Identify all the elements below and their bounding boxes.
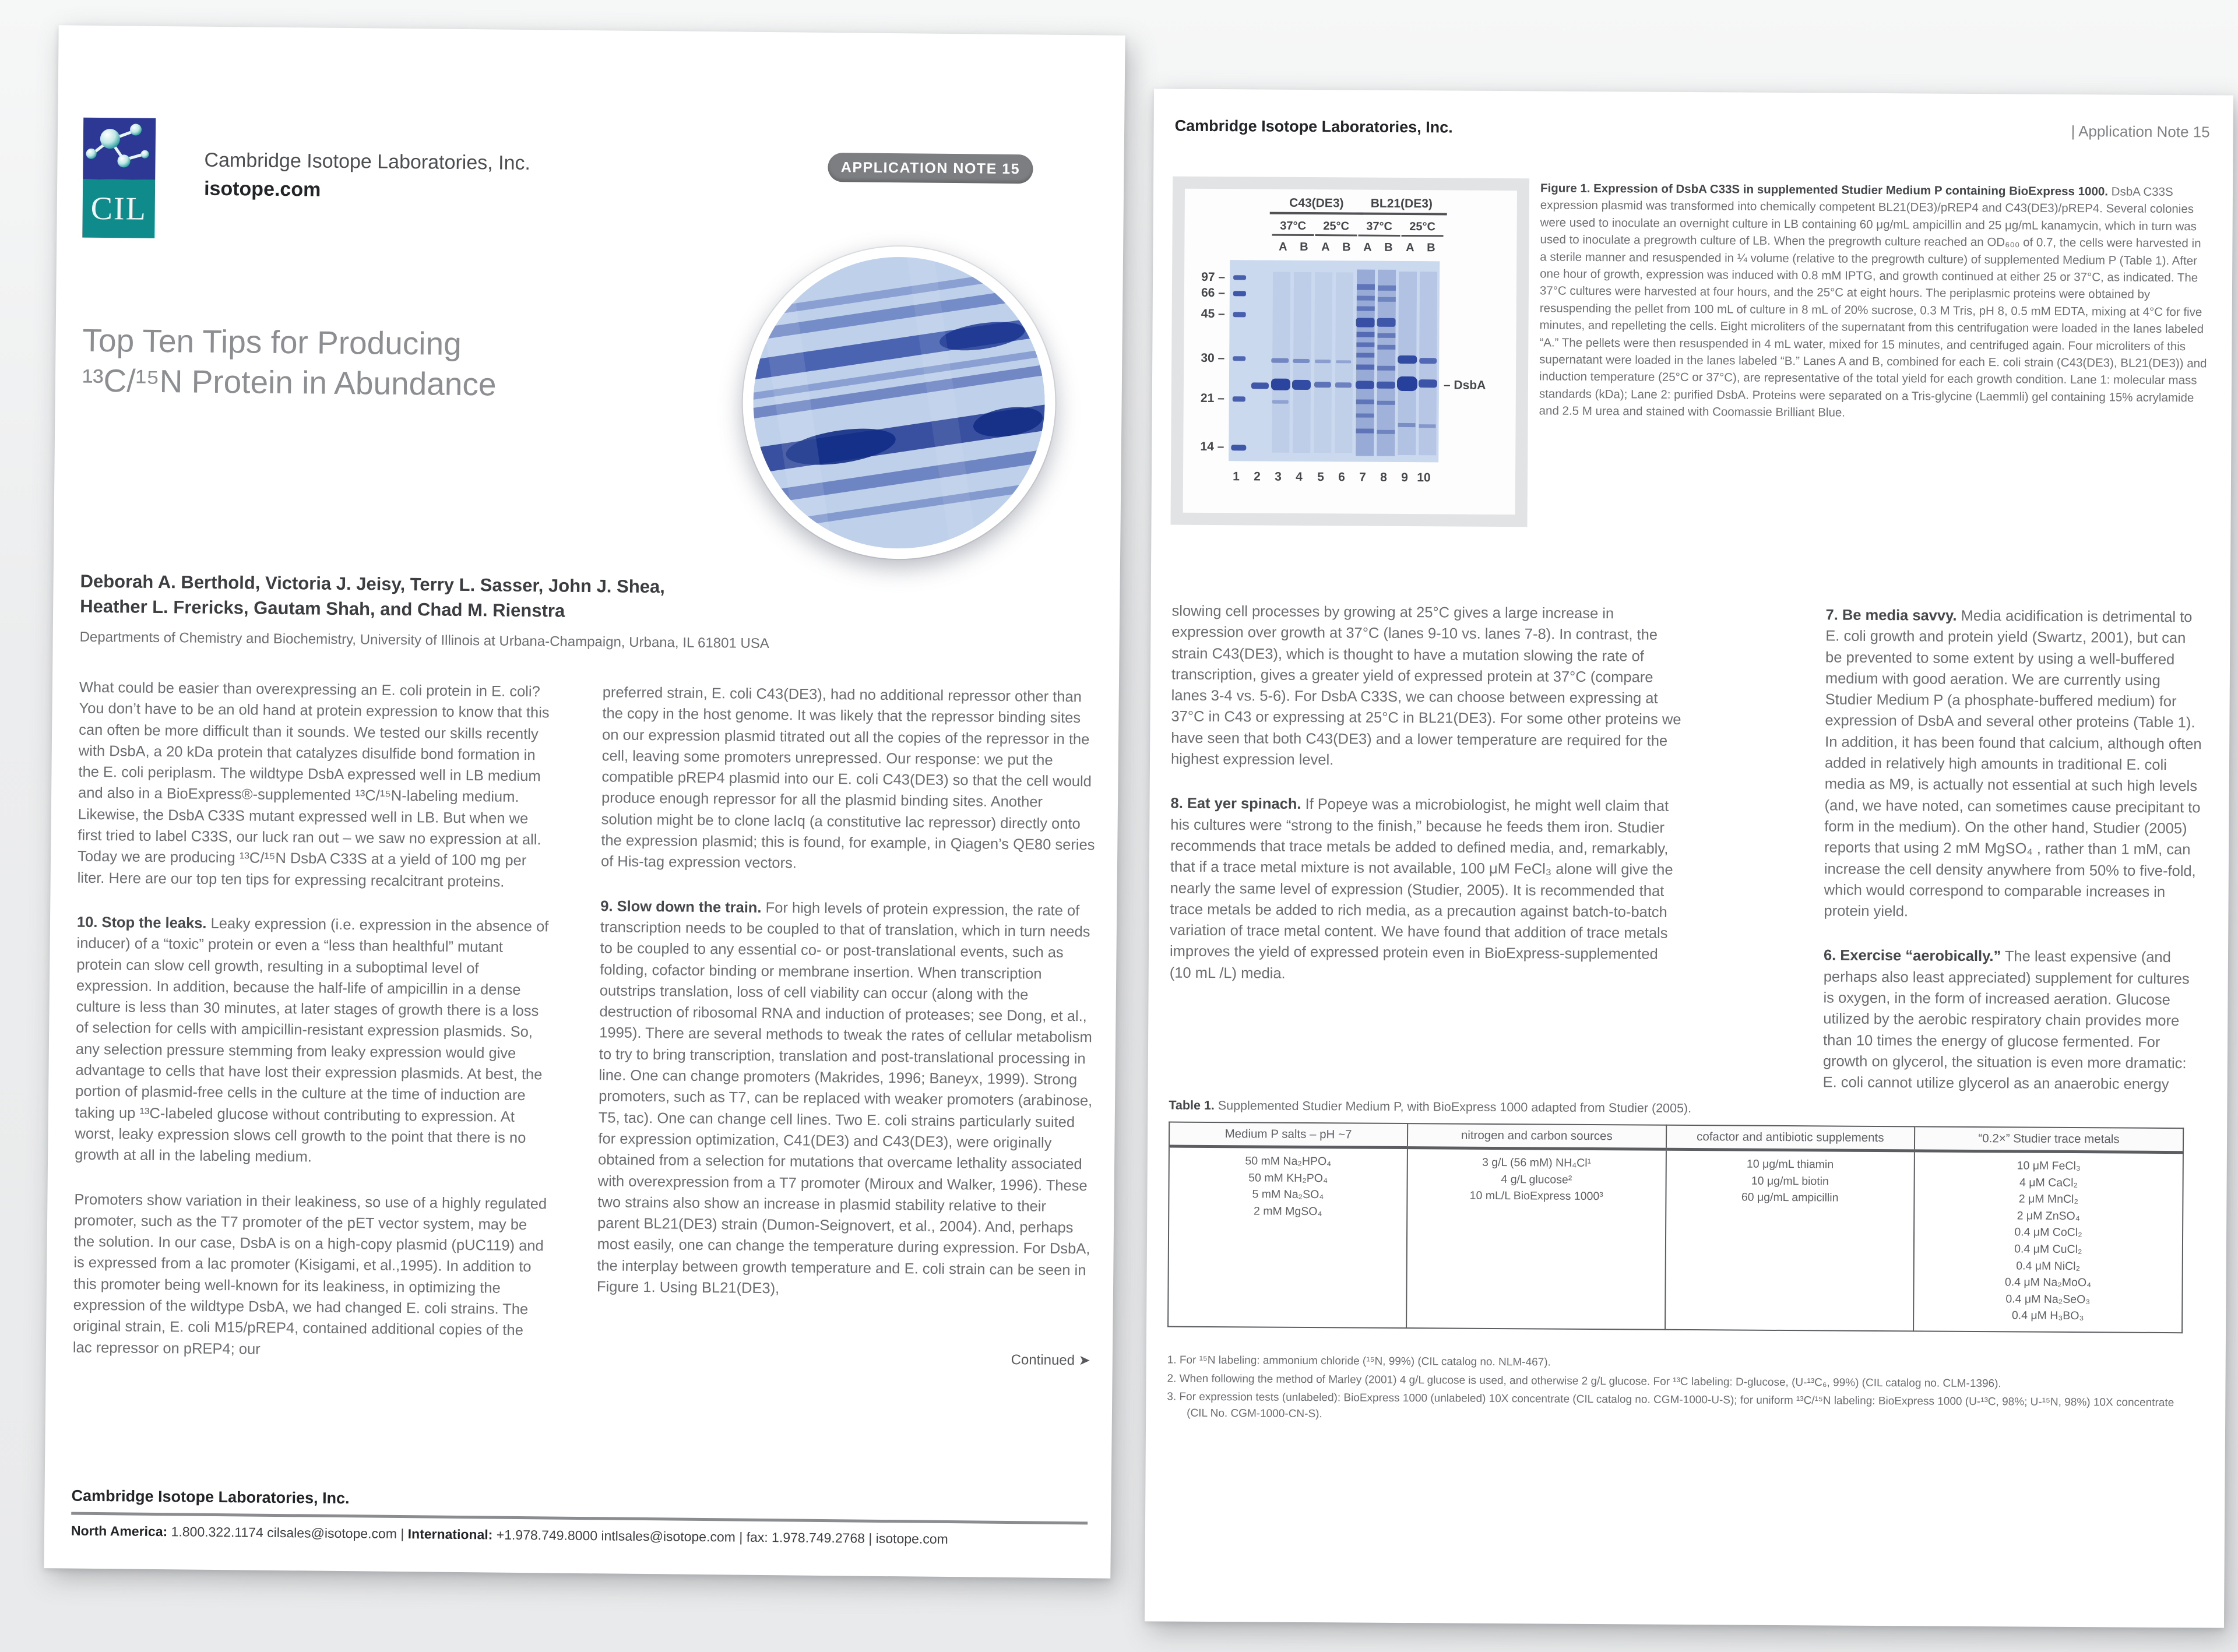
tip-6-body: The least expensive (and perhaps also least appreciated) supplement for cultures is oxygen, in the form of increased aeration. Glucose utilized by the aerobic respiratory chain provides more than 10 times the energy of glucose fermented. For growth on glycerol, the situation is even more dramatic: E. coli cannot utilize glycerol as an anaerobic energy	[1822, 948, 2190, 1093]
application-note-badge	[828, 153, 1033, 184]
table-1-cell-trace-metals	[1913, 1151, 2183, 1333]
gel-temp-2: 25°C	[1315, 220, 1357, 236]
dsba-band-label: – DsbA	[1443, 378, 1486, 392]
table-line: 4 g/L glucose²	[1501, 1172, 1572, 1186]
footer-na-label: North America:	[71, 1523, 168, 1540]
gel-mw-45: 45 –	[1201, 307, 1225, 321]
company-name: Cambridge Isotope Laboratories, Inc.	[204, 149, 531, 175]
figure-1-frame	[1170, 177, 1529, 527]
tip-6-paragraph	[1823, 945, 2204, 1096]
table-line: 0.4 μM NiCl₂	[2016, 1259, 2081, 1273]
tip-7-paragraph	[1824, 604, 2205, 924]
gel-photo-image	[752, 256, 1046, 550]
gel-lane-number: 3	[1275, 470, 1282, 484]
affiliation: Departments of Chemistry and Biochemistry, University of Illinois at Urbana-Champaign, Urbana, IL 61801 USA	[79, 629, 769, 652]
molecule-icon	[83, 118, 156, 180]
footer-company: Cambridge Isotope Laboratories, Inc.	[71, 1487, 350, 1507]
footer-intl-value: +1.978.749.8000 intlsales@isotope.com | fax: 1.978.749.2768 | isotope.com	[492, 1527, 948, 1547]
gel-lane-letter: B	[1342, 241, 1351, 254]
gel-lane-number: 6	[1338, 470, 1345, 484]
tip-8-heading: 8. Eat yer spinach.	[1170, 795, 1301, 813]
tip-9-heading: 9. Slow down the train.	[600, 897, 762, 916]
table-1-header-cell: Medium P salts – pH ~7	[1169, 1122, 1407, 1148]
table-line: 10 μg/mL biotin	[1751, 1174, 1829, 1188]
gel-lane-number: 10	[1417, 471, 1431, 485]
gel-lane-letter: B	[1427, 241, 1435, 255]
intro-paragraph: What could be easier than overexpressing an E. coli protein in E. coli? You don’t have to be an old hand at protein expression to know that this can often be more difficult than it sounds. We tested our skills recently with DsbA, a 20 kDa protein that catalyzes disulfide bond formation in the E. coli periplasm. The wildtype DsbA expressed well in LB medium and also in a BioExpress®-supplemented ¹³C/¹⁵N-labeling medium. Likewise, the DsbA C33S mutant expressed well in LB. But when we first tried to label C33S, our luck ran out – we saw no expression at all. Today we are producing ¹³C/¹⁵N DsbA C33S at a yield of 100 mg per liter. Here are our top ten tips for expressing recalcitrant proteins.	[77, 679, 550, 890]
page-title-line2: ¹³C/¹⁵N Protein in Abundance	[82, 362, 497, 403]
page1-footer	[71, 1487, 1088, 1549]
gel-mw-30: 30 –	[1201, 351, 1225, 365]
cil-logo	[82, 118, 156, 238]
table-line: 0.4 μM CuCl₂	[2014, 1242, 2082, 1256]
page1-body-columns	[73, 677, 1097, 1369]
authors-line2: Heather L. Frericks, Gautam Shah, and Chad M. Rienstra	[80, 596, 565, 621]
gel-temp-4: 25°C	[1402, 220, 1444, 237]
gel-lane-number: 5	[1317, 470, 1324, 484]
table-line: 0.4 μM Na₂MoO₄	[2004, 1276, 2092, 1290]
authors	[80, 569, 665, 625]
gel-group-bl21: BL21(DE3)	[1356, 196, 1447, 215]
table-line: 50 mM KH₂PO₄	[1248, 1171, 1328, 1185]
gel-lane-number: 4	[1296, 470, 1303, 484]
gel-bands	[1229, 260, 1440, 462]
logo-acronym-text: CIL	[90, 190, 147, 227]
gel-mw-21: 21 –	[1200, 391, 1224, 406]
table-1-body-row	[1168, 1146, 2183, 1333]
gel-lane-letter: A	[1279, 240, 1287, 253]
page-1	[44, 25, 1125, 1578]
tip-6-heading: 6. Exercise “aerobically.”	[1823, 947, 2001, 965]
gel-lane-number: 2	[1254, 470, 1261, 484]
footnote-2: 2. When following the method of Marley (2001) 4 g/L glucose is used, and otherwise 2 g/L glucose. For ¹³C labeling: D-glucose, (U-¹³C₆, 99%) (CIL catalog no. CLM-1396).	[1167, 1372, 2001, 1390]
gel-lane-number: 1	[1233, 470, 1240, 484]
tip-7-body: Media acidification is detrimental to E. coli growth and protein yield (Swartz, 2001), but can be prevented to some extent by using a well-buffered medium with good aeration. We are currently using Studier Medium P (a phosphate-buffered medium) for expression of DsbA and several other proteins (Table 1). In addition, it has been found that calcium, although often added in relatively high amounts in traditional E. coli media as M9, is actually not essential at such high levels (and, we have noted, can sometimes cause precipitant to form in the medium). On the other hand, Studier (2005) reports that using 2 mM MgSO₄ , rather than 1 mM, can increase the cell density anywhere from 50% to five-fold, which would correspond to comparable increases in protein yield.	[1824, 607, 2202, 920]
footer-contact	[71, 1523, 1088, 1549]
page-title	[82, 320, 497, 405]
table-1-header-cell: cofactor and antibiotic supplements	[1666, 1125, 1915, 1151]
figure-1-panel	[1183, 189, 1517, 515]
gel-lane-number: 8	[1380, 470, 1387, 484]
gel-lane-letter: A	[1406, 241, 1414, 255]
gel-temp-3: 37°C	[1359, 220, 1400, 237]
gel-mw-14: 14 –	[1200, 439, 1224, 454]
table-1-cell-medium-p-salts	[1168, 1146, 1407, 1328]
promoters-paragraph: Promoters show variation in their leakiness, so use of a highly regulated promoter, such as the T7 promoter of the pET vector system, may be the solution. In our case, DsbA is on a high-copy plasmid (pUC119) and is expressed from a lac promoter (Kisigami, et al.,1995). In addition to this promoter being well-known for its leakiness, in optimizing the expression of the wildtype DsbA, we had changed E. coli strains. The original strain, E. coli M15/pREP4, contained additional copies of the lac repressor on pREP4; our	[72, 1191, 547, 1358]
tip-8-paragraph	[1170, 793, 1681, 987]
table-line: 60 μg/mL ampicillin	[1741, 1190, 1839, 1204]
page2-header	[1175, 117, 2210, 142]
table-1-title	[1169, 1098, 1691, 1116]
gel-group-c43: C43(DE3)	[1270, 196, 1363, 215]
table-1-cell-nitrogen-carbon	[1406, 1148, 1666, 1330]
table-line: 2 μM ZnSO₄	[2017, 1209, 2080, 1223]
table-1-header-cell: nitrogen and carbon sources	[1407, 1123, 1666, 1149]
figure-1-caption-head: Figure 1. Expression of DsbA C33S in supplemented Studier Medium P containing BioExpress 1000.	[1540, 181, 2109, 199]
figure-1-caption-body: DsbA C33S expression plasmid was transformed into chemically competent BL21(DE3)/pREP4 and C43(DE3)/pREP4. Several colonies were used to inoculate an overnight culture in LB containing 60 μg/mL ampicillin and 25 μg/mL kanamycin, which in turn was used to inoculate a pregrowth culture of LB. When the pregrowth culture reached an OD₆₀₀ of 0.7, the cells were harvested in a sterile manner and resuspended in ¼ volume (relative to the pregrowth culture) of supplemented Medium P (Table 1). After one hour of growth, expression was induced with 0.8 mM IPTG, and growth continued at either 25 or 37°C, as indicated. The 37°C cultures were harvested at four hours, and the 25°C at eight hours. The periplasmic proteins were obtained by resuspending the pellet from 100 mL of culture in 8 mL of 20% sucrose, 0.3 M Tris, pH 8, 0.5 mM EDTA, mixing at 4°C for five minutes, and repelleting the cells. Eight microliters of the supernatant from this centrifugation were loaded in the lanes labeled “A.” The pellets were then resuspended in 4 mL water, mixed for 15 minutes, and centrifuged again. Four microliters of this supernatant were loaded in the lanes labeled “B.” Lanes A and B, combined for each E. coli strain (C43(DE3), BL21(DE3)) and induction temperature (25°C or 37°C), are representative of the total yield for each growth condition. Lane 1: molecular mass standards (kDa); Lane 2: purified DsbA. Proteins were separated on a Tris-glycine (Laemmli) gel containing 15% acrylamide and 2.5 M urea and stained with Coomassie Brilliant Blue.	[1539, 185, 2207, 420]
tip-10-heading: 10. Stop the leaks.	[76, 914, 207, 932]
gel-lane-letter: A	[1321, 241, 1330, 254]
page2-body-columns	[1169, 601, 2209, 1096]
tip-9-body: For high levels of protein expression, the rate of transcription needs to be coupled to that of translation, which in turn needs to be coupled to any essential co- or post-translational events, such as folding, cofactor binding or membrane insertion. When transcription outstrips translation, loss of cell viability can occur (along with the destruction of ribosomal RNA and induction of proteases; see Dong, et al., 1995). There are several methods to tweak the rates of cellular metabolism to try to bring transcription, translation and post-translational processing in line. One can change promoters (Makrides, 1996; Baneyx, 1999). Strong promoters, such as T7, can be replaced with weaker promoters (arabinose, T5, tac). One can change cell lines. Two E. coli strains particularly suited for expression optimization, C41(DE3) and C43(DE3), were originally obtained from a selection for mutations that overcame lethality associated with overexpression from a T7 promoter (Miroux and Walker, 1996). These two strains also show an increase in plasmid stability relative to their parent BL21(DE3) strain (Dumon-Seignovert, et al., 2004). And, perhaps most easily, one can change the temperature during expression. For DsbA, the interplay between growth temperature and E. coli strain can be seen in Figure 1. Using BL21(DE3),	[596, 899, 1093, 1297]
header-company: Cambridge Isotope Laboratories, Inc.	[1174, 117, 1453, 136]
gel-lane-number: 9	[1401, 470, 1408, 485]
application-note-badge-label: APPLICATION NOTE 15	[840, 158, 1021, 177]
table-line: 10 mL/L BioExpress 1000³	[1469, 1189, 1603, 1203]
gel-lane-letter: B	[1384, 241, 1393, 254]
table-line: 10 μg/mL thiamin	[1746, 1157, 1834, 1171]
table-line: 50 mM Na₂HPO₄	[1245, 1154, 1332, 1168]
gel-lane-letter: A	[1363, 241, 1372, 254]
tip-10-paragraph	[75, 912, 550, 1170]
table-1-cell-cofactor-antibiotic	[1665, 1149, 1915, 1331]
page-title-line1: Top Ten Tips for Producing	[82, 322, 462, 362]
page2-column-left	[1169, 601, 1683, 1093]
table-line: 4 μM CaCl₂	[2019, 1176, 2078, 1189]
tip-9-paragraph	[597, 896, 1095, 1302]
table-line: 2 mM MgSO₄	[1253, 1204, 1322, 1218]
header-note-number: | Application Note 15	[2071, 122, 2210, 141]
page2-column-right	[1823, 604, 2206, 1095]
table-line: 3 g/L (56 mM) NH₄Cl¹	[1482, 1156, 1592, 1170]
gel-lane-letter: B	[1300, 240, 1308, 253]
page1-column-right	[596, 682, 1097, 1369]
table-line: 0.4 μM CoCl₂	[2014, 1225, 2082, 1239]
footer-intl-label: International:	[407, 1526, 493, 1542]
gel-temp-1: 37°C	[1272, 220, 1314, 236]
authors-line1: Deborah A. Berthold, Victoria J. Jeisy, Terry L. Sasser, John J. Shea,	[80, 570, 665, 597]
footer-rule	[71, 1512, 1088, 1525]
footnote-1: 1. For ¹⁵N labeling: ammonium chloride (¹⁵N, 99%) (CIL catalog no. NLM-467).	[1167, 1354, 1551, 1369]
table-1-header-cell: “0.2×” Studier trace metals	[1915, 1126, 2183, 1152]
gel-lane-number: 7	[1359, 470, 1366, 484]
gel-image	[1229, 260, 1440, 462]
table-line: 5 mM Na₂SO₄	[1252, 1188, 1324, 1202]
table-line: 2 μM MnCl₂	[2018, 1192, 2079, 1206]
preferred-strain-paragraph: preferred strain, E. coli C43(DE3), had no additional repressor other than the copy in the host genome. It was likely that the repressor binding sites on our expression plasmid titrated out all the copies of the repressor in the cell, leaving some promoters unrepressed. Our response: we put the compatible pREP4 plasmid into our E. coli C43(DE3) so that the cell would produce enough repressor for all the plasmid binding sites. Another solution might be to clone lacIq (a constitutive lac repressor) directly onto the expression plasmid; this is found, for example, in Qiagen’s QE80 series of His-tag expression vectors.	[600, 684, 1095, 872]
figure-1-caption	[1539, 179, 2208, 424]
gel-mw-66: 66 –	[1201, 286, 1225, 300]
continued-marker: Continued ➤	[1011, 1352, 1090, 1369]
tip-8-body: If Popeye was a microbiologist, he might well claim that his cultures were “strong to the finish,” because he feeds them iron. Studier recommends that trace metals be added to defined media, and, remarkably, that if a trace metal mixture is not available, 100 μM FeCl₃ alone will give the nearly the same level of expression (Studier, 2005). It is recommended that trace metals be added to rich media, as a precaution against batch-to-batch variation of trace metal content. We have found that addition of trace metals improves the yield of expressed protein even in BioExpress-supplemented (10 mL /L) media.	[1169, 796, 1673, 982]
table-1-title-rest: Supplemented Studier Medium P, with BioExpress 1000 adapted from Studier (2005).	[1214, 1098, 1692, 1116]
page-2	[1145, 89, 2233, 1628]
page1-column-left	[73, 677, 553, 1364]
footer-na-value: 1.800.322.1174 cilsales@isotope.com |	[167, 1524, 408, 1542]
company-website: isotope.com	[203, 177, 321, 201]
table-line: 0.4 μM H₃BO₃	[2011, 1309, 2084, 1323]
brand-block	[204, 149, 530, 203]
table-1-footnotes	[1167, 1352, 2193, 1430]
logo-acronym	[82, 179, 155, 238]
temperature-paragraph: slowing cell processes by growing at 25°C gives a large increase in expression over growth at 37°C (lanes 9-10 vs. lanes 7-8). In contrast, the strain C43(DE3), which is thought to have a mutation slowing the rate of transcription, gives a greater yield of expressed protein at 37°C (compare lanes 3-4 vs. 5-6). For DsbA C33S, we can choose between expressing at 37°C in C43 or expressing at 25°C in BL21(DE3). For some other proteins we have seen that both C43(DE3) and a lower temperature are required for the highest expression level.	[1170, 603, 1681, 769]
table-line: 0.4 μM Na₂SeO₃	[2005, 1292, 2091, 1306]
tip-7-heading: 7. Be media savvy.	[1825, 607, 1957, 624]
gel-mw-97: 97 –	[1201, 270, 1226, 284]
tip-10-body: Leaky expression (i.e. expression in the absence of inducer) of a “toxic” protein or even a “less than healthful” mutant protein can slow cell growth, resulting in a suboptimal level of expression. In addition, because the half-life of ampicillin in a dense culture is less than 30 minutes, at later stages of growth there is a loss of selection for cells with ampicillin-resistant expression plasmids. So, any selection pressure stemming from leaky expression would give advantage to cells that have lost their expression plasmids. At best, the portion of plasmid-free cells in the culture at the time of induction are taking up ¹³C-labeled glucose without contributing to expression. At worst, leaky expression slows cell growth to the point that there is no growth at all in the labeling medium.	[75, 915, 549, 1165]
table-line: 10 μM FeCl₃	[2017, 1159, 2081, 1173]
table-1	[1167, 1122, 2184, 1334]
table-1-title-head: Table 1.	[1169, 1098, 1215, 1113]
gel-photo-circle	[741, 245, 1057, 561]
footnote-3: 3. For expression tests (unlabeled): BioExpress 1000 (unlabeled) 10X concentrate (CIL catalog no. CGM-1000-U-S); for uniform ¹³C/¹⁵N labeling: BioExpress 1000 (U-¹³C, 98%; U-¹⁵N, 98%) 10X concentrate (CIL No. CGM-1000-CN-S).	[1167, 1390, 2174, 1420]
